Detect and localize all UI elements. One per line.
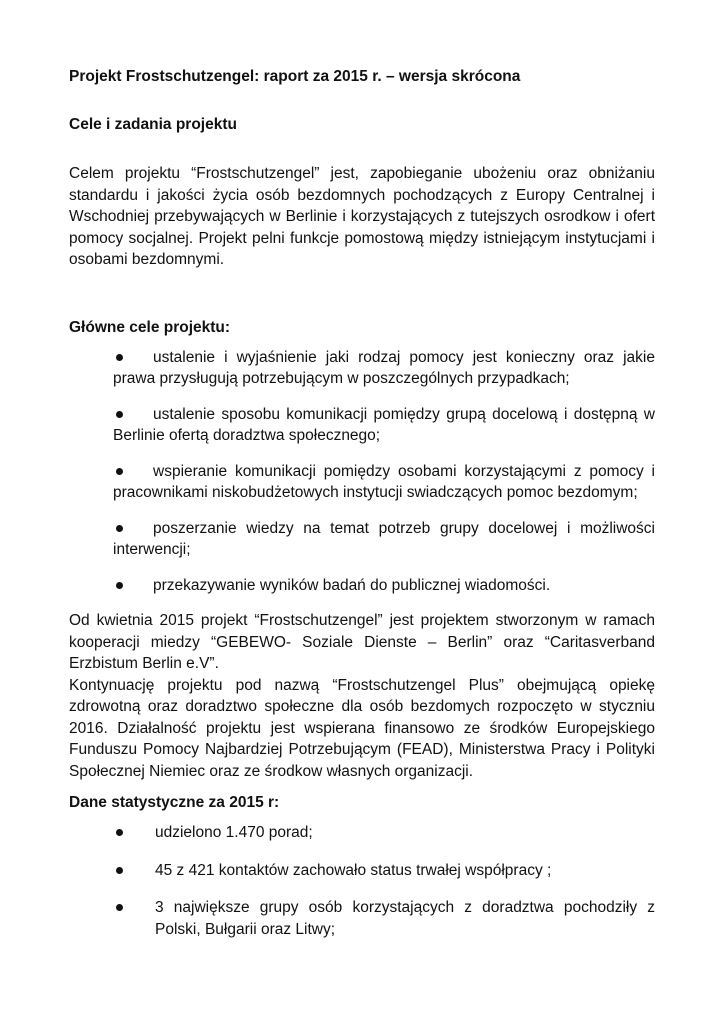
list-item <box>69 461 655 504</box>
list-item-text: poszerzanie wiedzy na temat potrzeb grupy docelowej i możliwości interwencji; <box>113 519 655 558</box>
continuation-paragraph: Kontynuację projektu pod nazwą “Frostschutzengel Plus” obejmującą opiekę zdrowotną oraz doradztwo społeczne dla osób bezdomych rozpoczęto w styczniu 2016. Działalność projektu jest wspierana finansowo ze środków Europejskiego Funduszu Pomocy Najbardziej Potrzebującym (FEAD), Ministerstwa Pracy i Polityki Społecznej Niemiec oraz ze środkow własnych organizacji. <box>69 676 655 780</box>
list-item <box>69 822 655 844</box>
cooperation-paragraph: Od kwietnia 2015 projekt “Frostschutzengel” jest projektem stworzonym w ramach kooperacji miedzy “GEBEWO- Soziale Dienste – Berlin” oraz “Caritasverband Erzbistum Berlin e.V”. <box>69 612 655 672</box>
bullet-icon <box>116 904 123 911</box>
list-item-text: 3 największe grupy osób korzystających z doradztwa pochodziły z Polski, Bułgarii oraz Litwy; <box>155 899 655 938</box>
bullet-icon <box>116 468 123 475</box>
bullet-icon <box>116 354 123 361</box>
list-item-text: ustalenie i wyjaśnienie jaki rodzaj pomocy jest konieczny oraz jakie prawa przysługują potrzebującym w poszczególnych przypadkach; <box>113 348 655 387</box>
list-item-text: 45 z 421 kontaktów zachowało status trwałej współpracy ; <box>155 861 552 879</box>
list-item-text: udzielono 1.470 porad; <box>155 824 313 841</box>
intro-paragraph: Celem projektu “Frostschutzengel” jest, zapobieganie ubożeniu oraz obniżaniu standardu i jakości życia osób bezdomnych pochodzących z Europy Centralnej i Wschodniej przebywających w Berlinie i korzystających z tutejszych osrodkow i ofert pomocy socjalnej. Projekt pelni funkcje pomostową między istniejącym instytucjami i osobami bezdomnymi. <box>69 165 655 268</box>
list-item <box>69 347 655 390</box>
goals-heading: Cele i zadania projektu <box>69 116 237 133</box>
list-item-text: wspieranie komunikacji pomiędzy osobami korzystającymi z pomocy i pracownikami niskobudżetowych instytucji swiadczących pomoc bezdomym; <box>113 462 655 501</box>
list-item-text: ustalenie sposobu komunikacji pomiędzy grupą docelową i dostępną w Berlinie ofertą doradztwa społecznego; <box>113 405 655 444</box>
bullet-icon <box>116 582 123 589</box>
list-item <box>69 860 655 882</box>
list-item-text: przekazywanie wyników badań do publicznej wiadomości. <box>153 576 551 594</box>
list-item <box>69 575 655 597</box>
main-goals-heading: Główne cele projektu: <box>69 318 231 336</box>
stats-list <box>69 822 655 940</box>
bullet-icon <box>116 525 123 532</box>
list-item <box>69 404 655 447</box>
bullet-icon <box>116 867 123 874</box>
main-goals-list <box>69 347 655 597</box>
document-title: Projekt Frostschutzengel: raport za 2015 r. – wersja skrócona <box>69 68 521 85</box>
bullet-icon <box>116 411 123 418</box>
bullet-icon <box>116 829 123 836</box>
list-item <box>69 518 655 561</box>
stats-heading: Dane statystyczne za 2015 r: <box>69 794 280 811</box>
document-content <box>69 66 655 956</box>
list-item <box>69 897 655 940</box>
